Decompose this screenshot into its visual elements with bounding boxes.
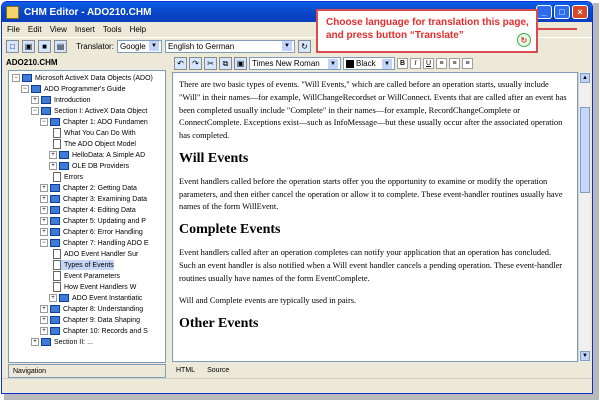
- translate-icon: ↻: [517, 33, 531, 47]
- collapse-icon[interactable]: −: [31, 107, 39, 115]
- paragraph-2: Event handlers called before the operation starts offer you the opportunity to examine or modify the operation parameters, and then either cancel the operation or allow it to complete. These event-handler routines usually have names of the form WillEvent.: [179, 176, 563, 212]
- tree-item[interactable]: + Chapter 8: Understanding: [40, 304, 143, 314]
- expand-icon[interactable]: +: [40, 228, 48, 236]
- navigation-tree[interactable]: [8, 70, 166, 363]
- page-icon: [53, 172, 61, 182]
- heading-other-events: Other Events: [179, 316, 259, 332]
- font-select[interactable]: [249, 57, 341, 70]
- expand-icon[interactable]: +: [40, 316, 48, 324]
- expand-icon[interactable]: +: [40, 305, 48, 313]
- tree-item[interactable]: − Chapter 7: Handling ADO E: [40, 238, 149, 248]
- paragraph-3: Event handlers called after an operation completes can notify your application that an operation has concluded. Such an event handler is also notified when a Will event handler cancels a pending operation. These event-handler routines usually have names of the form EventComplete.: [179, 247, 563, 283]
- status-bar: [2, 378, 592, 394]
- align-center-button[interactable]: ≡: [449, 58, 460, 69]
- tree-item[interactable]: ADO Event Handler Sur: [53, 249, 138, 259]
- page-icon: [53, 139, 61, 149]
- heading-will-events: Will Events: [179, 150, 249, 166]
- expand-icon[interactable]: +: [49, 162, 57, 170]
- redo-icon[interactable]: ↷: [189, 57, 202, 70]
- book-icon: [50, 327, 60, 335]
- chevron-down-icon: ▼: [282, 41, 292, 51]
- chevron-down-icon: ▼: [328, 59, 338, 69]
- page-icon: [53, 260, 61, 270]
- book-icon: [50, 217, 60, 225]
- collapse-icon[interactable]: −: [12, 74, 20, 82]
- language-value: English to German: [167, 41, 235, 51]
- tree-item[interactable]: + OLE DB Providers: [49, 161, 129, 171]
- tree-item[interactable]: + Section II: ...: [31, 337, 93, 347]
- tree-item[interactable]: + HelloData: A Simple AD: [49, 150, 145, 160]
- expand-icon[interactable]: +: [40, 327, 48, 335]
- menu-file[interactable]: File: [7, 25, 20, 34]
- undo-icon[interactable]: ↶: [174, 57, 187, 70]
- source-tab[interactable]: Source: [207, 366, 230, 374]
- navigation-tab[interactable]: Navigation: [13, 367, 47, 375]
- book-icon: [50, 316, 60, 324]
- tree-item[interactable]: + Introduction: [31, 95, 91, 105]
- color-value: Black: [356, 59, 376, 68]
- menu-insert[interactable]: Insert: [74, 25, 95, 34]
- chevron-down-icon: ▼: [382, 59, 392, 69]
- maximize-button[interactable]: □: [554, 5, 570, 19]
- scroll-down-icon[interactable]: ▼: [580, 351, 590, 361]
- tree-item[interactable]: How Event Handlers W: [53, 282, 136, 292]
- page-icon: [53, 249, 61, 259]
- expand-icon[interactable]: +: [40, 217, 48, 225]
- menu-edit[interactable]: Edit: [27, 25, 42, 34]
- book-icon: [31, 85, 41, 93]
- print-icon[interactable]: ▤: [54, 40, 67, 53]
- chm-file-label: ADO210.CHM: [2, 56, 162, 69]
- book-icon: [50, 184, 60, 192]
- editor-tab-bar: [172, 363, 578, 377]
- tree-item[interactable]: The ADO Object Model: [53, 139, 136, 149]
- paragraph-1: There are two basic types of events. "Will Events," which are called before an operation starts, usually include "Will" in their names—for example, WillChangeRecordset or WillConnect. Events that are called after an event has been completed usually include "Complete" in their names—for example, RecordChangeComplete or ConnectComplete. Exceptions exist—such as InfoMessage—but these usually occur after the associated operation has completed.: [179, 80, 567, 141]
- chevron-down-icon: ▼: [149, 41, 159, 51]
- editor-toolbar: [172, 56, 588, 71]
- app-icon: [6, 6, 19, 19]
- expand-icon[interactable]: +: [49, 294, 57, 302]
- collapse-icon[interactable]: −: [40, 118, 48, 126]
- expand-icon[interactable]: +: [31, 338, 39, 346]
- copy-icon[interactable]: ⧉: [219, 57, 232, 70]
- tree-item[interactable]: − Chapter 1: ADO Fundamen: [40, 117, 148, 127]
- translation-callout: [316, 9, 538, 53]
- scroll-up-icon[interactable]: ▲: [580, 73, 590, 83]
- book-icon: [41, 96, 51, 104]
- tree-item[interactable]: + Chapter 6: Error Handling: [40, 227, 143, 237]
- book-icon: [59, 162, 69, 170]
- minimize-button[interactable]: _: [536, 5, 552, 19]
- scroll-thumb[interactable]: [580, 107, 590, 193]
- window-shadow-bottom: [4, 394, 599, 400]
- tree-item[interactable]: What You Can Do With: [53, 128, 136, 138]
- tree-item-selected[interactable]: Types of Events: [53, 260, 114, 270]
- vertical-scrollbar[interactable]: [578, 72, 590, 362]
- tree-item[interactable]: + Chapter 4: Editing Data: [40, 205, 136, 215]
- book-icon: [22, 74, 32, 82]
- expand-icon[interactable]: +: [31, 96, 39, 104]
- book-icon: [50, 305, 60, 313]
- font-value: Times New Roman: [252, 59, 320, 68]
- open-icon[interactable]: ▣: [22, 40, 35, 53]
- underline-button[interactable]: U: [423, 58, 434, 69]
- language-select[interactable]: [165, 40, 295, 53]
- menu-help[interactable]: Help: [129, 25, 147, 34]
- tree-item[interactable]: − Section I: ActiveX Data Object: [31, 106, 147, 116]
- window-shadow-right: [593, 3, 599, 395]
- page-icon: [53, 128, 61, 138]
- tree-item[interactable]: + Chapter 9: Data Shaping: [40, 315, 140, 325]
- menu-tools[interactable]: Tools: [102, 25, 122, 34]
- tree-item[interactable]: + ADO Event Instantiatic: [49, 293, 142, 303]
- expand-icon[interactable]: +: [40, 184, 48, 192]
- cut-icon[interactable]: ✂: [204, 57, 217, 70]
- book-icon: [50, 195, 60, 203]
- color-select[interactable]: [343, 57, 395, 70]
- book-icon: [50, 206, 60, 214]
- close-button[interactable]: ×: [572, 5, 588, 19]
- book-icon: [50, 118, 60, 126]
- translator-value: Google: [119, 41, 146, 51]
- expand-icon[interactable]: +: [40, 195, 48, 203]
- page-icon: [53, 271, 61, 281]
- window-controls: [536, 5, 588, 19]
- align-right-button[interactable]: ≡: [462, 58, 473, 69]
- tree-item[interactable]: + Chapter 10: Records and S: [40, 326, 148, 336]
- page-icon: [53, 282, 61, 292]
- book-icon: [41, 338, 51, 346]
- html-tab[interactable]: HTML: [176, 366, 196, 374]
- book-icon: [59, 294, 69, 302]
- tree-item[interactable]: + Chapter 3: Examining Data: [40, 194, 147, 204]
- tree-item[interactable]: + Chapter 5: Updating and P: [40, 216, 146, 226]
- tree-item[interactable]: − Microsoft ActiveX Data Objects (ADO): [12, 73, 153, 83]
- callout-connector: [535, 28, 577, 30]
- menu-view[interactable]: View: [49, 25, 67, 34]
- translator-select[interactable]: [117, 40, 162, 53]
- translator-label: Translator:: [76, 41, 114, 51]
- tree-item[interactable]: + Chapter 2: Getting Data: [40, 183, 137, 193]
- align-left-button[interactable]: ≡: [436, 58, 447, 69]
- bold-button[interactable]: B: [397, 58, 408, 69]
- collapse-icon[interactable]: −: [40, 239, 48, 247]
- tree-item[interactable]: − ADO Programmer's Guide: [21, 84, 125, 94]
- chm-editor-window: [1, 1, 593, 394]
- color-swatch: [346, 60, 354, 68]
- expand-icon[interactable]: +: [49, 151, 57, 159]
- book-icon: [50, 239, 60, 247]
- book-icon: [59, 151, 69, 159]
- paste-icon[interactable]: ▣: [234, 57, 247, 70]
- book-icon: [50, 228, 60, 236]
- translate-icon[interactable]: ↻: [298, 40, 311, 53]
- navigation-tab-bar: [8, 364, 166, 378]
- tree-item[interactable]: Errors: [53, 172, 83, 182]
- save-icon[interactable]: ■: [38, 40, 51, 53]
- new-icon[interactable]: □: [6, 40, 19, 53]
- callout-text: Choose language for translation this page, and press button “Translate”: [326, 17, 529, 41]
- paragraph-4: Will and Complete events are typically used in pairs.: [179, 296, 357, 306]
- heading-complete-events: Complete Events: [179, 222, 281, 238]
- collapse-icon[interactable]: −: [21, 85, 29, 93]
- tree-item[interactable]: Event Parameters: [53, 271, 120, 281]
- book-icon: [41, 107, 51, 115]
- italic-button[interactable]: I: [410, 58, 421, 69]
- document-content[interactable]: [172, 72, 578, 362]
- window-title: CHM Editor - ADO210.CHM: [24, 6, 152, 18]
- expand-icon[interactable]: +: [40, 206, 48, 214]
